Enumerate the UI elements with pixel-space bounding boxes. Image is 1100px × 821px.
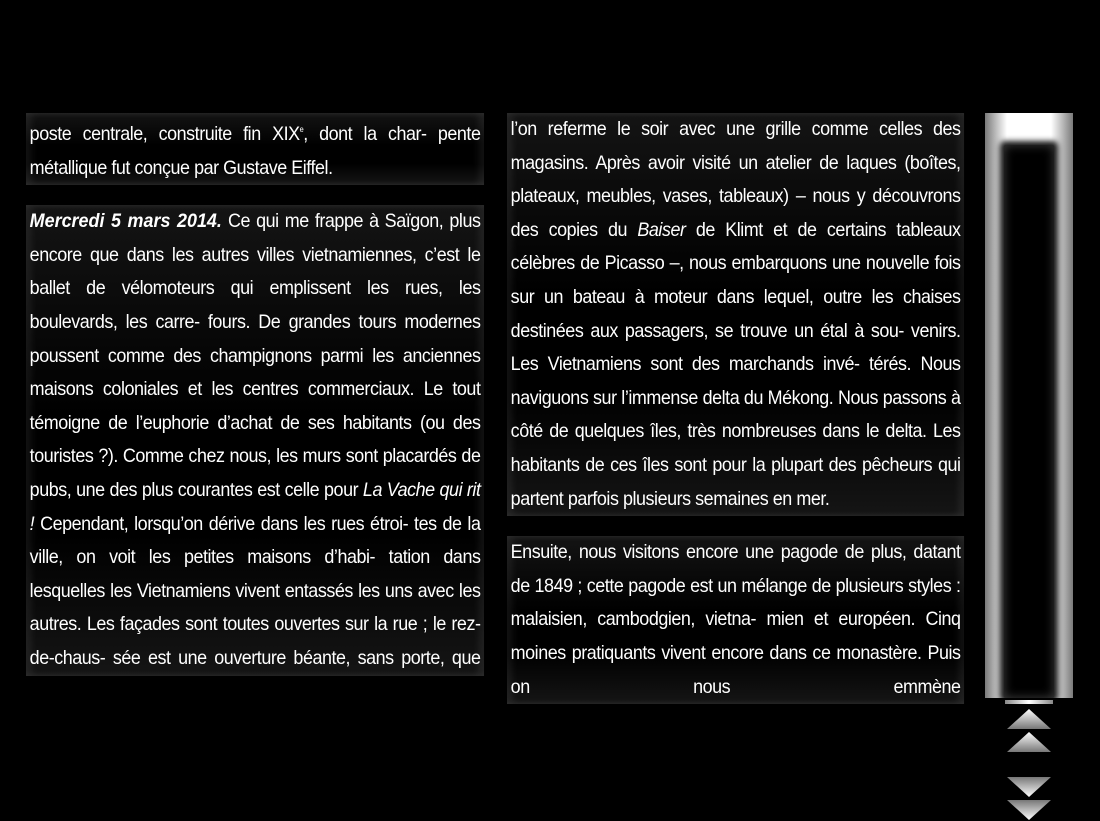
page-up-icon <box>1005 708 1053 730</box>
page-down-icon <box>1005 799 1053 821</box>
line-up-button[interactable] <box>1005 731 1053 753</box>
page-up-button[interactable] <box>1005 708 1053 730</box>
paragraph: poste centrale, construite fin XIXe, dont la char- pente métallique fut conçue par Gustave Eiffel. <box>26 113 484 185</box>
scroll-button-panel <box>985 698 1073 768</box>
text-column-right <box>507 113 964 770</box>
arrow-down-icon <box>1005 776 1053 798</box>
paragraph: Ensuite, nous visitons encore une pagode de plus, datant de 1849 ; cette pagode est un mélange de plusieurs styles : malaisien, cambodgien, vietna- mien et européen. Cinq moines pratiquants vivent encore dans ce monastère. Puis on nous emmène <box>507 536 964 704</box>
text-column-left <box>26 113 484 770</box>
scrollbar-thumb-track[interactable] <box>1004 145 1054 698</box>
arrow-up-icon <box>1005 731 1053 753</box>
entry-date: Mercredi 5 mars 2014. <box>29 210 222 233</box>
paragraph: Mercredi 5 mars 2014. Ce qui me frappe à Saïgon, plus encore que dans les autres villes vietnamiennes, c’est le ballet de vélomoteurs qui emplissent les rues, les boulevards, les carre- fours. De grandes tours modernes poussent comme des champignons parmi les anciennes maisons coloniales et les centres commerciaux. Le tout témoigne de l’euphorie d’achat de ses habitants (ou des touristes ?). Comme chez nous, les murs sont placardés de pubs, une des plus courantes est celle pour La Vache qui rit ! Cependant, lorsqu’on dérive dans les rues étroi- tes de la ville, on voit les petites maisons d’habi- tation dans lesquelles les Vietnamiens vivent entassés les uns avec les autres. Les façades sont toutes ouvertes sur la rue ; le rez-de-chaus- sée est une ouverture béante, sans porte, que <box>26 205 484 675</box>
vertical-scrollbar[interactable] <box>985 113 1073 768</box>
paragraph: l’on referme le soir avec une grille comme celles des magasins. Après avoir visité un atelier de laques (boîtes, plateaux, meubles, vases, tableaux) – nous y découvrons des copies du Baiser de Klimt et de certains tableaux célèbres de Picasso –, nous embarquons une nouvelle fois sur un bateau à moteur dans lequel, outre les chaises destinées aux passagers, se trouve un étal à sou- venirs. Les Vietnamiens sont des marchands invé- térés. Nous naviguons sur l’immense delta du Mékong. Nous passons à côté de quelques îles, très nombreuses dans le delta. Les habitants de ces îles sont pour la plupart des pêcheurs qui partent parfois plusieurs semaines en mer. <box>507 113 964 516</box>
divider <box>1005 700 1053 704</box>
line-down-button[interactable] <box>1005 776 1053 798</box>
page-down-button[interactable] <box>1005 799 1053 821</box>
